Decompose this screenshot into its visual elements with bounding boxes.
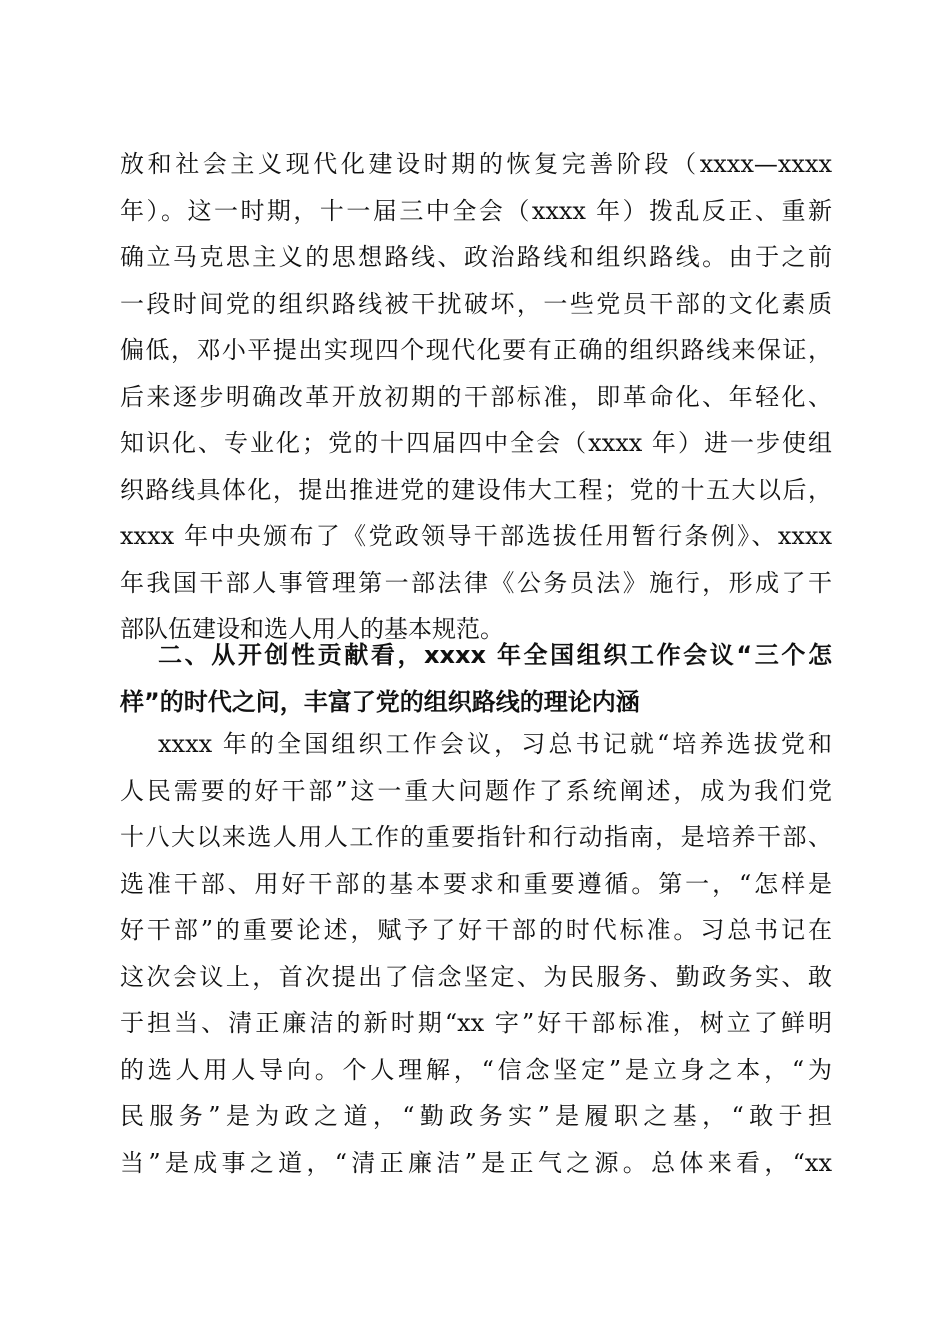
paragraph-line: 一段时间党的组织路线被干扰破坏，一些党员干部的文化素质 — [120, 289, 832, 318]
paragraph-line: 选准干部、用好干部的基本要求和重要遵循。第一，“怎样是 — [120, 869, 832, 898]
heading-line: 二、从开创性贡献看，xxxx 年全国组织工作会议“三个怎 — [158, 641, 832, 669]
paragraph-recovery-period — [120, 141, 832, 653]
paragraph-line: 人民需要的好干部”这一重大问题作了系统阐述，成为我们党 — [120, 776, 832, 805]
paragraph-line: 这次会议上，首次提出了信念坚定、为民服务、勤政务实、敢 — [120, 962, 832, 991]
paragraph-line: 确立马克思主义的思想路线、政治路线和组织路线。由于之前 — [120, 243, 832, 271]
paragraph-good-cadre-standard — [120, 721, 832, 1186]
paragraph-line: 部队伍建设和选人用人的基本规范。 — [120, 615, 504, 643]
paragraph-line: xxxx 年中央颁布了《党政领导干部选拔任用暂行条例》、xxxx — [120, 522, 832, 550]
paragraph-line: 的选人用人导向。个人理解，“信念坚定”是立身之本，“为 — [120, 1055, 832, 1084]
paragraph-line: 知识化、专业化；党的十四届四中全会（xxxx 年）进一步使组 — [120, 429, 832, 457]
paragraph-line: xxxx 年的全国组织工作会议，习总书记就“培养选拔党和 — [158, 730, 832, 758]
paragraph-line: 好干部”的重要论述，赋予了好干部的时代标准。习总书记在 — [120, 916, 832, 944]
section-heading-2 — [120, 632, 832, 725]
paragraph-line: 当”是成事之道，“清正廉洁”是正气之源。总体来看，“xx — [120, 1148, 832, 1177]
paragraph-line: 民服务”是为政之道，“勤政务实”是履职之基，“敢于担 — [120, 1102, 832, 1130]
paragraph-line: 于担当、清正廉洁的新时期“xx 字”好干部标准，树立了鲜明 — [120, 1009, 832, 1037]
paragraph-line: 放和社会主义现代化建设时期的恢复完善阶段（xxxx—xxxx — [120, 150, 832, 178]
paragraph-line: 年）。这一时期，十一届三中全会（xxxx 年）拨乱反正、重新 — [120, 196, 832, 225]
paragraph-line: 织路线具体化，提出推进党的建设伟大工程；党的十五大以后， — [120, 475, 832, 504]
paragraph-line: 偏低，邓小平提出实现四个现代化要有正确的组织路线来保证， — [120, 336, 832, 364]
paragraph-line: 年我国干部人事管理第一部法律《公务员法》施行，形成了干 — [120, 568, 832, 597]
paragraph-line: 后来逐步明确改革开放初期的干部标准，即革命化、年轻化、 — [120, 382, 832, 411]
paragraph-line: 十八大以来选人用人工作的重要指针和行动指南，是培养干部、 — [120, 823, 832, 851]
heading-line: 样”的时代之问，丰富了党的组织路线的理论内涵 — [120, 687, 640, 716]
